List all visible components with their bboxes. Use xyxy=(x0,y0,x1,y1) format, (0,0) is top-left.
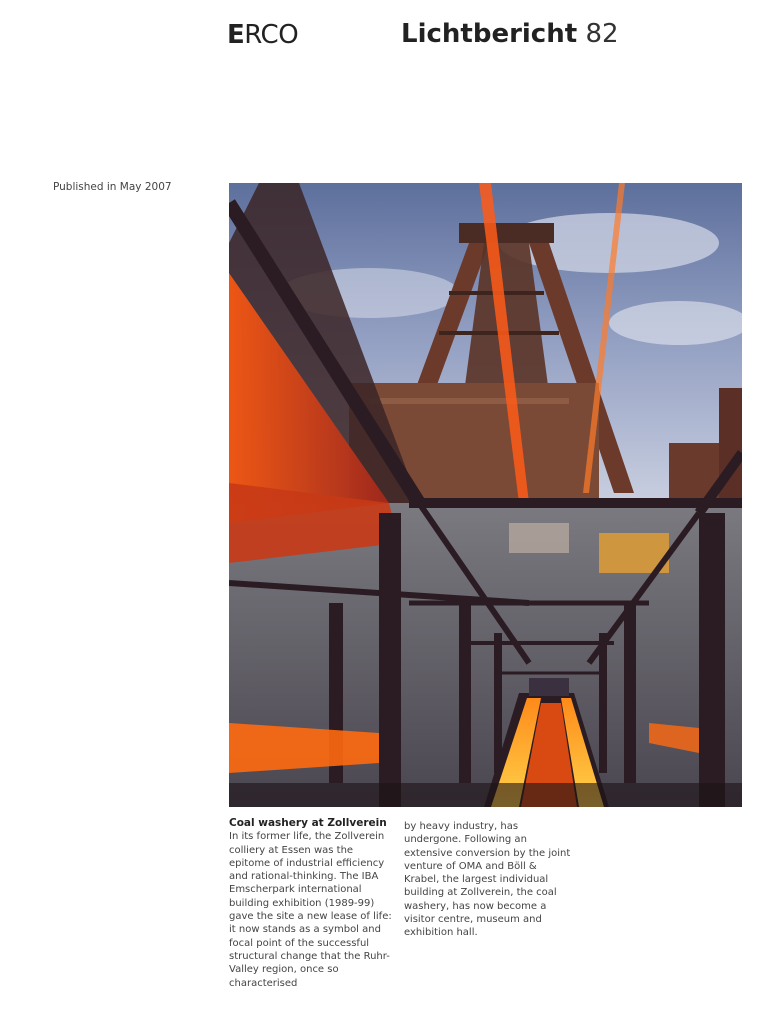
title-main: Lichtbericht xyxy=(401,19,578,49)
caption-column-2: by heavy industry, has undergone. Following an extensive conversion by the joint venture of OMA and Böll & Krabel, the largest individual building at Zollverein, the coal washery, has now become a visitor centre, museum and exhibition hall. xyxy=(404,821,571,939)
publication-title xyxy=(401,19,619,49)
coal-washery-photo xyxy=(229,183,742,807)
logo-letters: RCO xyxy=(244,20,299,50)
logo-bold-letter: E xyxy=(227,20,245,50)
caption-text-1: In its former life, the Zollverein colliery at Essen was the epitome of industrial efficiency and rational-thinking. The IBA Emscherpark international building exhibition (1989-99) gave the site a new lease of life: it now stands as a symbol and focal point of the successful structural change that the Ruhr-Valley region, once so characterised xyxy=(229,831,392,989)
erco-logo xyxy=(227,20,298,50)
issue-number: 82 xyxy=(585,19,619,49)
caption-title: Coal washery at Zollverein xyxy=(229,817,387,829)
caption-column-1 xyxy=(229,817,397,990)
published-date: Published in May 2007 xyxy=(53,181,172,193)
